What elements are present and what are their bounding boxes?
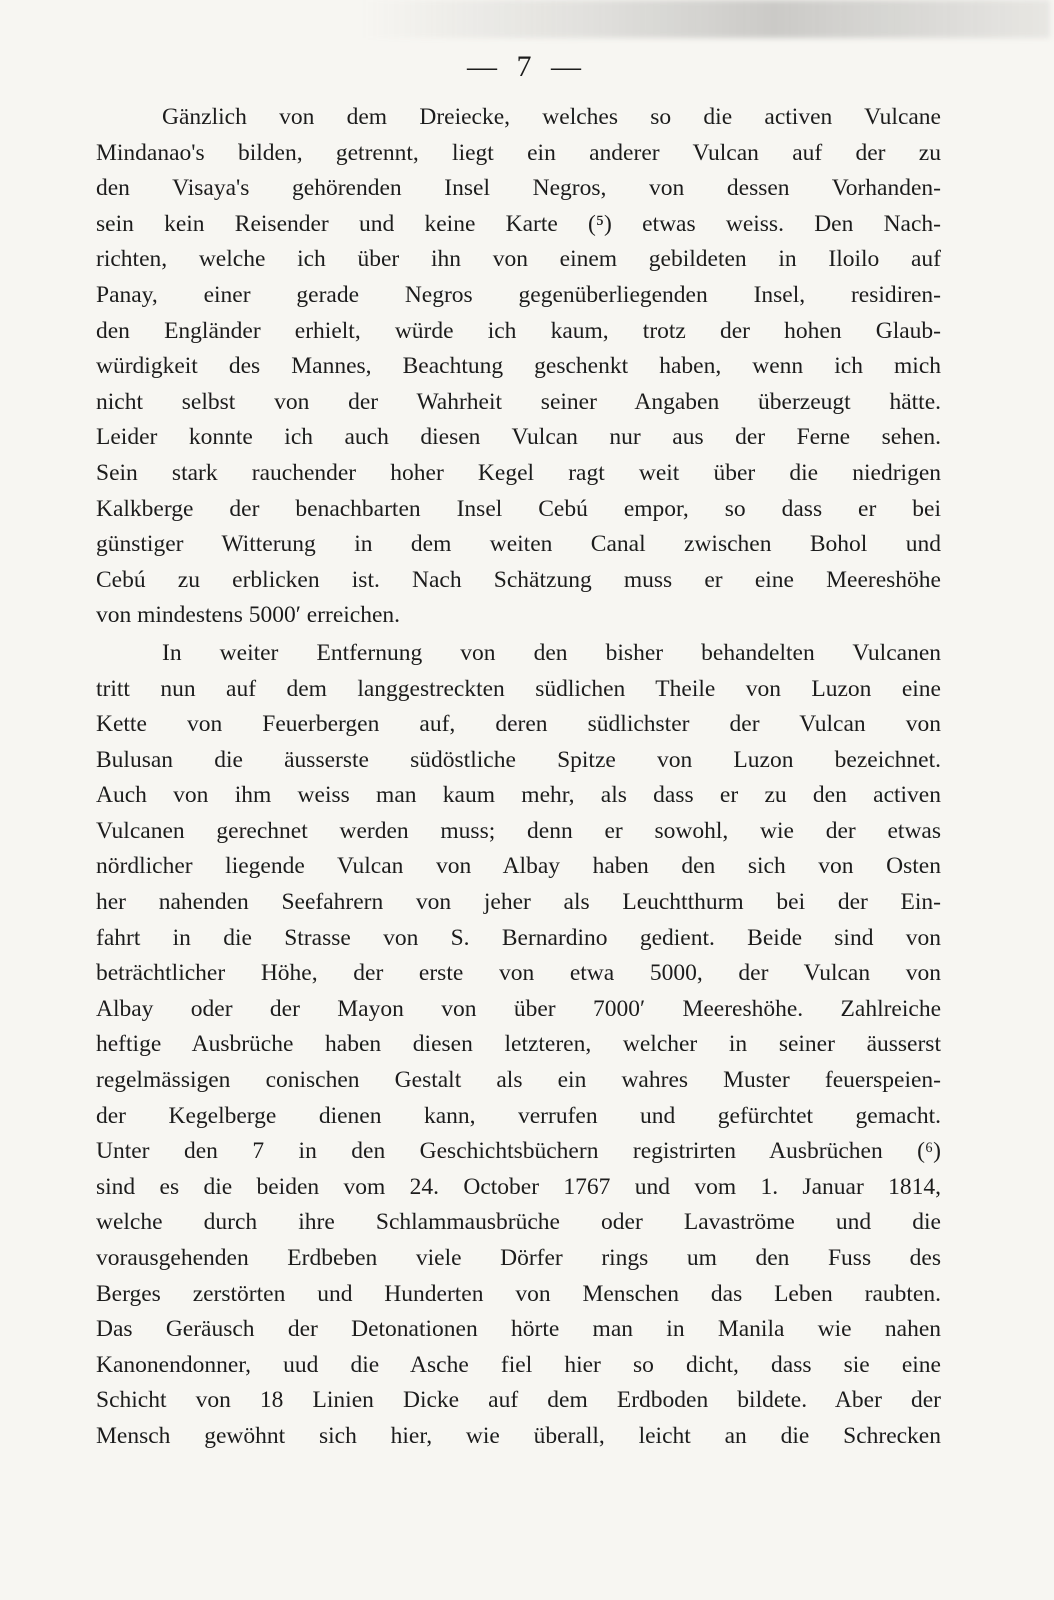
text-line: Kette von Feuerbergen auf, deren südlichster der Vulcan von [96, 711, 941, 738]
text-line: richten, welche ich über ihn von einem gebildeten in Iloilo auf [96, 246, 941, 273]
text-line: In weiter Entfernung von den bisher behandelten Vulcanen [162, 639, 941, 666]
paragraph-2 [96, 636, 941, 1455]
text-line: den Engländer erhielt, würde ich kaum, trotz der hohen Glaub- [96, 317, 941, 344]
text-line: würdigkeit des Mannes, Beachtung geschenkt haben, wenn ich mich [96, 353, 941, 380]
text-line: der Kegelberge dienen kann, verrufen und gefürchtet gemacht. [96, 1102, 941, 1129]
text-line: Vulcanen gerechnet werden muss; denn er sowohl, wie der etwas [96, 817, 941, 844]
text-line: vorausgehenden Erdbeben viele Dörfer rings um den Fuss des [96, 1245, 941, 1271]
scan-smudge [360, 0, 1050, 38]
text-line: heftige Ausbrüche haben diesen letzteren, welcher in seiner äusserst [96, 1031, 941, 1058]
text-line: Unter den 7 in den Geschichtsbüchern registrirten Ausbrüchen (⁶) [96, 1138, 941, 1165]
page-number: — 7 — [467, 50, 587, 83]
text-line: Cebú zu erblicken ist. Nach Schätzung muss er eine Meereshöhe [96, 566, 941, 593]
text-line: beträchtlicher Höhe, der erste von etwa 5000, der Vulcan von [96, 960, 941, 987]
text-line: sind es die beiden vom 24. October 1767 und vom 1. Januar 1814, [96, 1173, 941, 1200]
text-line: günstiger Witterung in dem weiten Canal zwischen Bohol und [96, 531, 941, 558]
text-line: her nahenden Seefahrern von jeher als Leuchtthurm bei der Ein- [96, 889, 941, 916]
text-line: von mindestens 5000′ erreichen. [96, 602, 401, 629]
paragraph-1 [96, 100, 941, 634]
text-line: tritt nun auf dem langgestreckten südlichen Theile von Luzon eine [96, 675, 941, 702]
text-line: Albay oder der Mayon von über 7000′ Meereshöhe. Zahlreiche [96, 995, 941, 1022]
text-line: den Visaya's gehörenden Insel Negros, von dessen Vorhanden- [96, 175, 941, 202]
text-line: Gänzlich von dem Dreiecke, welches so die activen Vulcane [162, 104, 941, 130]
text-line: regelmässigen conischen Gestalt als ein wahres Muster feuerspeien- [96, 1067, 941, 1094]
text-line: Kalkberge der benachbarten Insel Cebú empor, so dass er bei [96, 495, 941, 522]
text-line: Mensch gewöhnt sich hier, wie überall, leicht an die Schrecken [96, 1422, 941, 1449]
text-line: Das Geräusch der Detonationen hörte man in Manila wie nahen [96, 1316, 941, 1343]
text-line: Sein stark rauchender hoher Kegel ragt weit über die niedrigen [96, 459, 941, 486]
text-line: Berges zerstörten und Hunderten von Menschen das Leben raubten. [96, 1280, 941, 1307]
text-line: Leider konnte ich auch diesen Vulcan nur aus der Ferne sehen. [96, 424, 941, 451]
text-line: Panay, einer gerade Negros gegenüberliegenden Insel, residiren- [96, 281, 941, 308]
text-line: welche durch ihre Schlammausbrüche oder Lavaströme und die [96, 1209, 941, 1236]
text-line: Bulusan die äusserste südöstliche Spitze von Luzon bezeichnet. [96, 746, 941, 773]
text-line: nördlicher liegende Vulcan von Albay haben den sich von Osten [96, 853, 941, 880]
text-line: Auch von ihm weiss man kaum mehr, als dass er zu den activen [96, 782, 941, 809]
text-line: Kanonendonner, uud die Asche fiel hier so dicht, dass sie eine [96, 1351, 941, 1378]
text-line: Schicht von 18 Linien Dicke auf dem Erdboden bildete. Aber der [96, 1387, 941, 1414]
text-line: Mindanao's bilden, getrennt, liegt ein anderer Vulcan auf der zu [96, 139, 941, 166]
text-line: fahrt in die Strasse von S. Bernardino gedient. Beide sind von [96, 924, 941, 951]
body-text [96, 100, 941, 1455]
text-line: nicht selbst von der Wahrheit seiner Angaben überzeugt hätte. [96, 388, 941, 415]
text-line: sein kein Reisender und keine Karte (⁵) etwas weiss. Den Nach- [96, 210, 941, 237]
